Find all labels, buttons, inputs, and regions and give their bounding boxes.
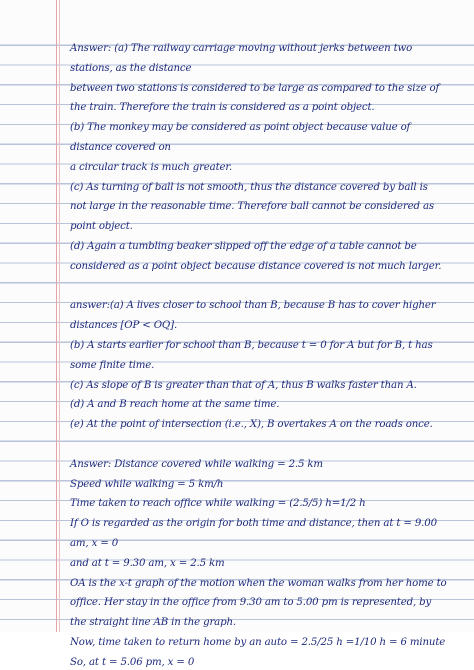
text-line: am, x = 0 [70,538,119,549]
text-line: Now, time taken to return home by an auto = 2.5/25 h =1/10 h = 6 minute [70,637,446,648]
text-line: between two stations is considered to be large as compared to the size of [70,82,440,94]
text-line: (d) A and B reach home at the same time. [70,399,280,411]
text-line: Time taken to reach office while walking = (2.5/5) h=1/2 h [70,498,366,510]
text-line: Answer: (a) The railway carriage moving without jerks between two [70,43,413,54]
page-top-margin [0,0,474,26]
margin-rule-inner [59,0,60,632]
text-line: distance covered on [70,142,171,153]
text-line: considered as a point object because distance covered is not much larger. [70,260,442,272]
text-line: distances [OP < OQ]. [70,320,178,332]
text-line: If O is regarded as the origin for both time and distance, then at t = 9.00 [70,518,437,530]
text-line: (e) At the point of intersection (i.e., X), B overtakes A on the roads once. [70,419,433,431]
text-line: point object. [70,221,133,233]
text-line: (b) The monkey may be considered as point object because value of [70,122,411,134]
margin-rule [56,0,57,632]
text-line: (c) As slope of B is greater than that of A, thus B walks faster than A. [70,379,417,391]
text-line: some finite time. [70,359,155,371]
text-line: the train. Therefore the train is considered as a point object. [70,102,375,114]
text-line: the straight line AB in the graph. [70,617,236,629]
text-line: office. Her stay in the office from 9.30 am to 5.00 pm is represented, by [70,597,432,609]
text-line: not large in the reasonable time. Therefore ball cannot be considered as [70,201,434,213]
text-line: Speed while walking = 5 km/h [70,478,224,490]
text-line: Answer: Distance covered while walking = 2.5 km [70,458,323,470]
text-line: stations, as the distance [70,62,192,74]
text-line: answer:(a) A lives closer to school than B, because B has to cover higher [70,300,436,312]
text-line: (b) A starts earlier for school than B, because t = 0 for A but for B, t has [70,340,433,351]
text-line: OA is the x-t graph of the motion when the woman walks from her home to [70,577,447,589]
text-line: a circular track is much greater. [70,161,233,173]
text-line: So, at t = 5.06 pm, x = 0 [70,656,195,668]
text-line: (d) Again a tumbling beaker slipped off the edge of a table cannot be [70,241,417,252]
text-line: (c) As turning of ball is not smooth, thus the distance covered by ball is [70,181,428,193]
text-line: and at t = 9.30 am, x = 2.5 km [70,557,225,569]
